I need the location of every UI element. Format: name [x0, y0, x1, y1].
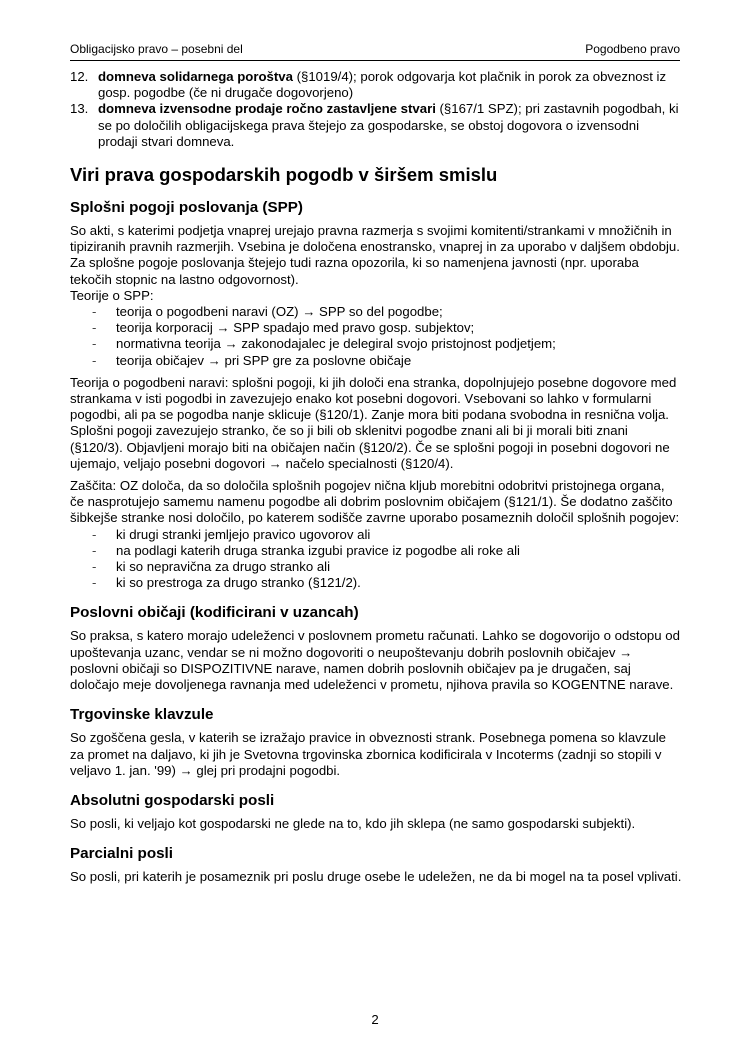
list-item [70, 320, 682, 336]
section-heading-clauses: Trgovinske klavzule [70, 706, 214, 724]
list-item-text: teorija korporacij → SPP spadajo med pravo gosp. subjektov; [116, 320, 475, 336]
spp-intro-paragraph [70, 223, 682, 304]
list-item [70, 543, 682, 559]
list-item-text: ki so prestroga za drugo stranko (§121/2). [116, 575, 361, 591]
list-item [70, 559, 682, 575]
item-term: domneva solidarnega poroštva [98, 69, 293, 84]
protection-list [70, 527, 682, 592]
item-description: (§1019/4); porok odgovarja kot plačnik in porok za obveznost iz gosp. pogodbe (če ni drugače dogovorjeno) [98, 69, 667, 101]
dash-bullet-icon: - [92, 352, 97, 368]
contract-theory-paragraph: Teorija o pogodbeni naravi: splošni pogoji, ki jih določi ena stranka, dopolnjujejo posebne dogovore med strankama v isti pogodbi in zavezujejo enako kot posebni dogovori. Vsebovani so lahko v formularni pogodbi, ali pa se pogodba nanje sklicuje (§120/1). Zanje mora biti podana svobodna in resnična volja. Splošni pogoji zavezujejo stranko, če so ji bili ob sklenitvi pogodbe znani ali bi ji morali biti znani (§120/3). Objavljeni morajo biti na običajen način (§120/2). Če se splošni pogoji in posebni dogovori ne ujemajo, veljajo posebni dogovori → načelo specialnosti (§120/4). [70, 374, 677, 471]
numbered-item-12 [70, 69, 682, 101]
numbered-item-13 [70, 101, 682, 150]
spp-theories-list [70, 304, 682, 369]
page-number: 2 [371, 1012, 379, 1027]
item-description: (§167/1 SPZ); pri zastavnih pogodbah, ki se po določilih obligacijskega prava štejejo za gospodarske, se obstoj dogovora o izvensodni prodaji stvari domneva. [98, 101, 679, 149]
list-item [70, 304, 682, 320]
section-heading-spp: Splošni pogoji poslovanja (SPP) [70, 199, 303, 217]
list-item [70, 353, 682, 369]
partial-paragraph: So posli, pri katerih je posameznik pri poslu druge osebe le udeležen, ne da bi mogel na ta posel vplivati. [70, 869, 682, 885]
header-document-title: Obligacijsko pravo – posebni del [70, 42, 243, 56]
dash-bullet-icon: - [92, 304, 97, 320]
list-item [70, 336, 682, 352]
page-content [70, 69, 682, 891]
dash-bullet-icon: - [92, 542, 97, 558]
section-heading-partial: Parcialni posli [70, 845, 173, 863]
dash-bullet-icon: - [92, 575, 97, 591]
list-item-text: normativna teorija → zakonodajalec je delegiral svojo pristojnost podjetjem; [116, 336, 556, 352]
absolute-paragraph: So posli, ki veljajo kot gospodarski ne glede na to, kdo jih sklepa (ne samo gospodarski subjekti). [70, 815, 636, 831]
list-item-text: teorija o pogodbeni naravi (OZ) → SPP so del pogodbe; [116, 304, 443, 320]
dash-bullet-icon: - [92, 559, 97, 575]
list-item [70, 527, 682, 543]
item-number: 13. [70, 101, 89, 117]
list-item-text: ki drugi stranki jemljejo pravico ugovorov ali [116, 526, 371, 542]
item-number: 12. [70, 69, 89, 84]
list-item-text: na podlagi katerih druga stranka izgubi pravice iz pogodbe ali roke ali [116, 542, 520, 558]
header-chapter-title: Pogodbeno pravo [585, 42, 680, 56]
list-item-text: ki so nepravična za drugo stranko ali [116, 559, 331, 575]
main-heading: Viri prava gospodarskih pogodb v širšem smislu [70, 164, 498, 186]
item-term: domneva izvensodne prodaje ročno zastavljene stvari [98, 101, 436, 117]
list-item-text: teorija običajev → pri SPP gre za poslovne običaje [116, 352, 412, 368]
page-header [70, 42, 680, 61]
section-heading-absolute: Absolutni gospodarski posli [70, 791, 275, 809]
dash-bullet-icon: - [92, 320, 97, 336]
spp-theories-label: Teorije o SPP: [70, 287, 154, 303]
customs-paragraph: So praksa, s katero morajo udeleženci v poslovnem prometu računati. Lahko se dogovorijo o odstopu od upoštevanja uzanc, vendar se ni možno dogovoriti o neupoštevanju dobrih poslovnih običajev → poslovni običaji so DISPOZITIVNE narave, namen dobrih poslovnih običajev pa je drugačen, saj določajo meje dovoljenega ravnanja med udeleženci v prometu, njihova pravila so KOGENTNE narave. [70, 628, 680, 693]
spp-intro-text: So akti, s katerimi podjetja vnaprej urejajo pravna razmerja s svojimi komitenti/strankami v množičnih in tipiziranih pravnih razmerjih. Vsebina je določena enostransko, vnaprej in za uporabo v daljšem obdobju. Za splošne pogoje poslovanja štejejo tudi razna opozorila, ki so namenjena javnosti (npr. uporaba tekočih stopnic na lastno odgovornost). [70, 223, 680, 287]
dash-bullet-icon: - [92, 336, 97, 352]
clauses-paragraph: So zgoščena gesla, v katerih se izražajo pravice in obveznosti strank. Posebnega pomena so klavzule za promet na daljavo, ki jih je Svetovna trgovinska zbornica kodificirala v Incoterms (zadnji so stopili v veljavo 1. jan. '99) → glej pri prodajni pogodbi. [70, 730, 666, 778]
dash-bullet-icon: - [92, 526, 97, 542]
section-heading-customs: Poslovni običaji (kodificirani v uzancah) [70, 604, 359, 622]
protection-paragraph: Zaščita: OZ določa, da so določila splošnih pogojev nična kljub morebitni odobritvi pristojnega organa, če nasprotujejo samemu namenu pogodbe ali dobrim poslovnim običajem (§121/1). Še dodatno zaščito šibkejše stranke nosi določilo, po katerem sodišče zavrne uporabo posameznih določil splošnih pogojev: [70, 478, 680, 526]
list-item [70, 575, 682, 591]
